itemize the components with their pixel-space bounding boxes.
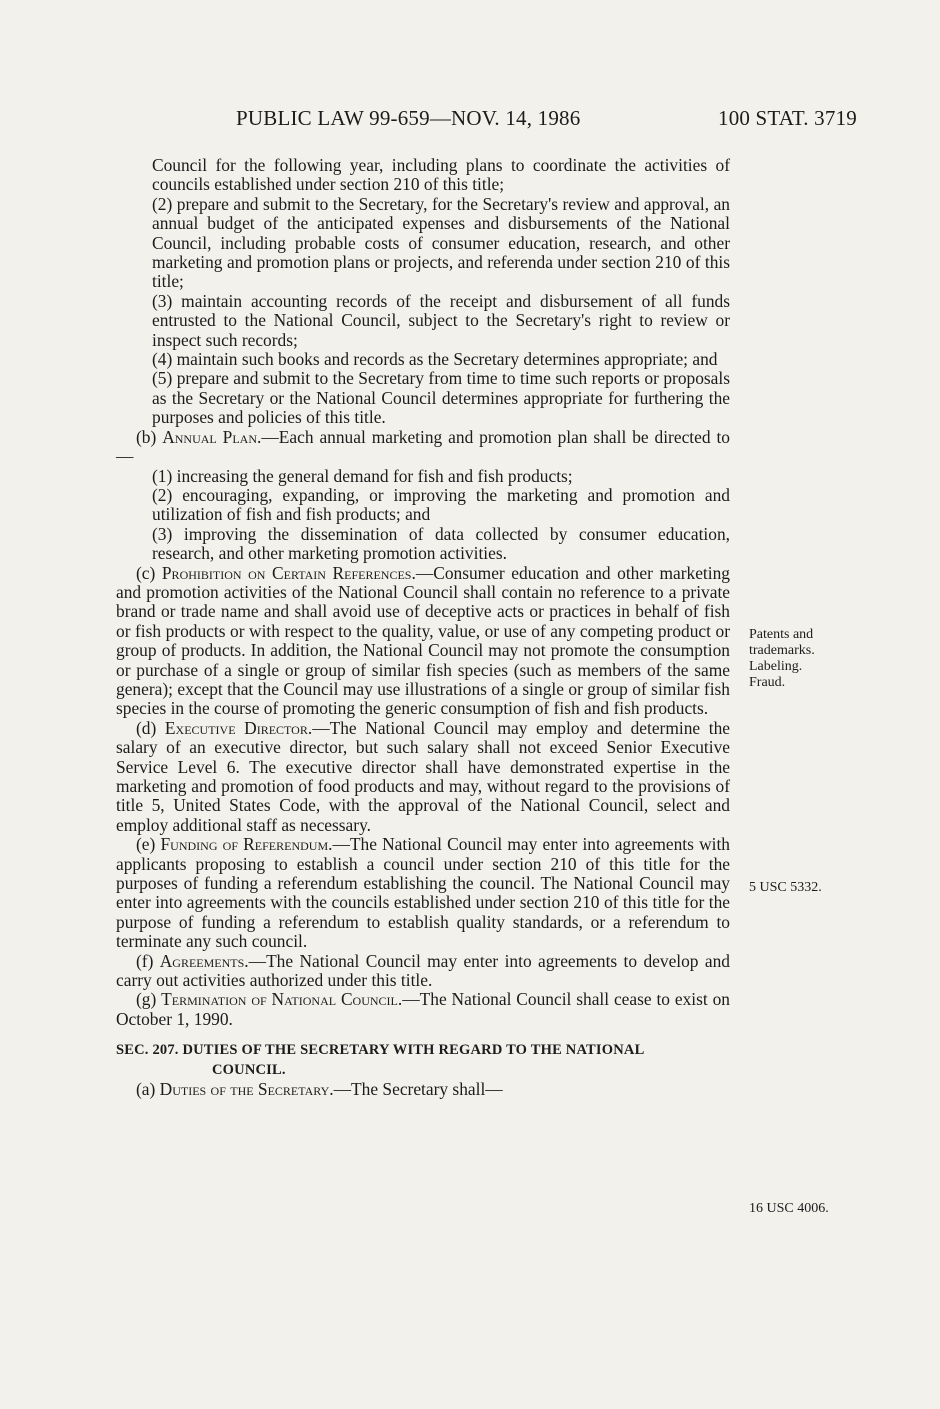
subsection-b-heading: Annual Plan. <box>162 426 262 447</box>
subsection-d: (d) Executive Director.—The National Council may employ and determine the salary of an executive director, but such salary shall not exceed Senior Executive Service Level 6. The executive director shall have demonstrated expertise in the marketing and promotion of food products and may, without regard to the provisions of title 5, United States Code, with the approval of the National Council, select and employ additional staff as necessary. <box>116 717 730 835</box>
item-b1: (1) increasing the general demand for fish and fish products; <box>152 465 573 486</box>
section-207-subsection-a: (a) Duties of the Secretary.—The Secretary shall— <box>136 1079 503 1100</box>
margin-note-5-usc: 5 USC 5332. <box>749 880 822 895</box>
subsection-f-heading: Agreements. <box>159 950 249 971</box>
subsection-c-heading: Prohibition on Certain References. <box>161 562 416 583</box>
item-b3: (3) improving the dissemination of data collected by consumer education, research, and other marketing promotion activities. <box>152 523 730 564</box>
section-207-subsection-a-heading: Duties of the Secretary. <box>159 1079 334 1100</box>
body-text <box>116 156 730 1100</box>
subsection-e-heading: Funding of Referendum. <box>160 834 333 855</box>
subsection-g: (g) Termination of National Council.—The National Council shall cease to exist on October 1, 1990. <box>116 989 730 1029</box>
subsection-f: (f) Agreements.—The National Council may enter into agreements to develop and carry out activities authorized under this title. <box>116 950 730 991</box>
item-1-continued: Council for the following year, including plans to coordinate the activities of councils established under section 210 of this title; <box>152 155 730 195</box>
item-5: (5) prepare and submit to the Secretary from time to time such reports or proposals as the Secretary or the National Council determines appropriate for furthering the purposes and policies of this title. <box>152 368 730 428</box>
item-3: (3) maintain accounting records of the receipt and disbursement of all funds entrusted to the National Council, subject to the Secretary's right to review or inspect such records; <box>152 290 730 350</box>
subsection-b: (b) Annual Plan.—Each annual marketing and promotion plan shall be directed to— <box>116 426 730 467</box>
item-2: (2) prepare and submit to the Secretary, for the Secretary's review and approval, an annual budget of the anticipated expenses and disbursements of the National Council, including probable costs of consumer education, research, and other marketing and promotion plans or projects, and referenda under section 210 of this title; <box>152 193 730 292</box>
subsection-b-items <box>116 467 730 564</box>
running-header-title: PUBLIC LAW 99-659—NOV. 14, 1986 <box>236 106 581 130</box>
subsection-e: (e) Funding of Referendum.—The National Council may enter into agreements with applicants proposing to establish a council under section 210 of this title for the purposes of funding a referendum establishing the council. The National Council may enter into agreements with the councils established under section 210 of this title for the purpose of funding a referendum to establish quality standards, or a referendum to terminate any such council. <box>116 834 730 952</box>
statute-page-number: 100 STAT. 3719 <box>718 106 857 130</box>
subsection-c: (c) Prohibition on Certain References.—Consumer education and other marketing and promotion activities of the National Council shall contain no reference to a private brand or trade name and shall avoid use of deceptive acts or practices in behalf of fish or fish products or with respect to the quality, value, or use of any competing product or group of products. In addition, the National Council may not promote the consumption or purchase of a single or group of similar fish species (such as members of the same genera); except that the Council may use illustrations of a single or group of similar fish species in the course of promoting the generic consumption of fish and fish products. <box>116 562 730 719</box>
item-4: (4) maintain such books and records as the Secretary determines appropriate; and <box>152 349 718 370</box>
section-207-heading: SEC. 207. DUTIES OF THE SECRETARY WITH REGARD TO THE NATIONAL COUNCIL. <box>116 1042 645 1078</box>
paragraph-a-items <box>116 156 730 428</box>
item-b2: (2) encouraging, expanding, or improving the marketing and promotion and utilization of fish and fish products; and <box>152 484 730 525</box>
margin-note-patents: Patents and trademarks. Labeling. Fraud. <box>749 627 815 690</box>
subsection-d-heading: Executive Director. <box>164 717 313 738</box>
subsection-g-heading: Termination of National Council. <box>161 989 403 1010</box>
margin-note-16-usc: 16 USC 4006. <box>749 1201 829 1216</box>
